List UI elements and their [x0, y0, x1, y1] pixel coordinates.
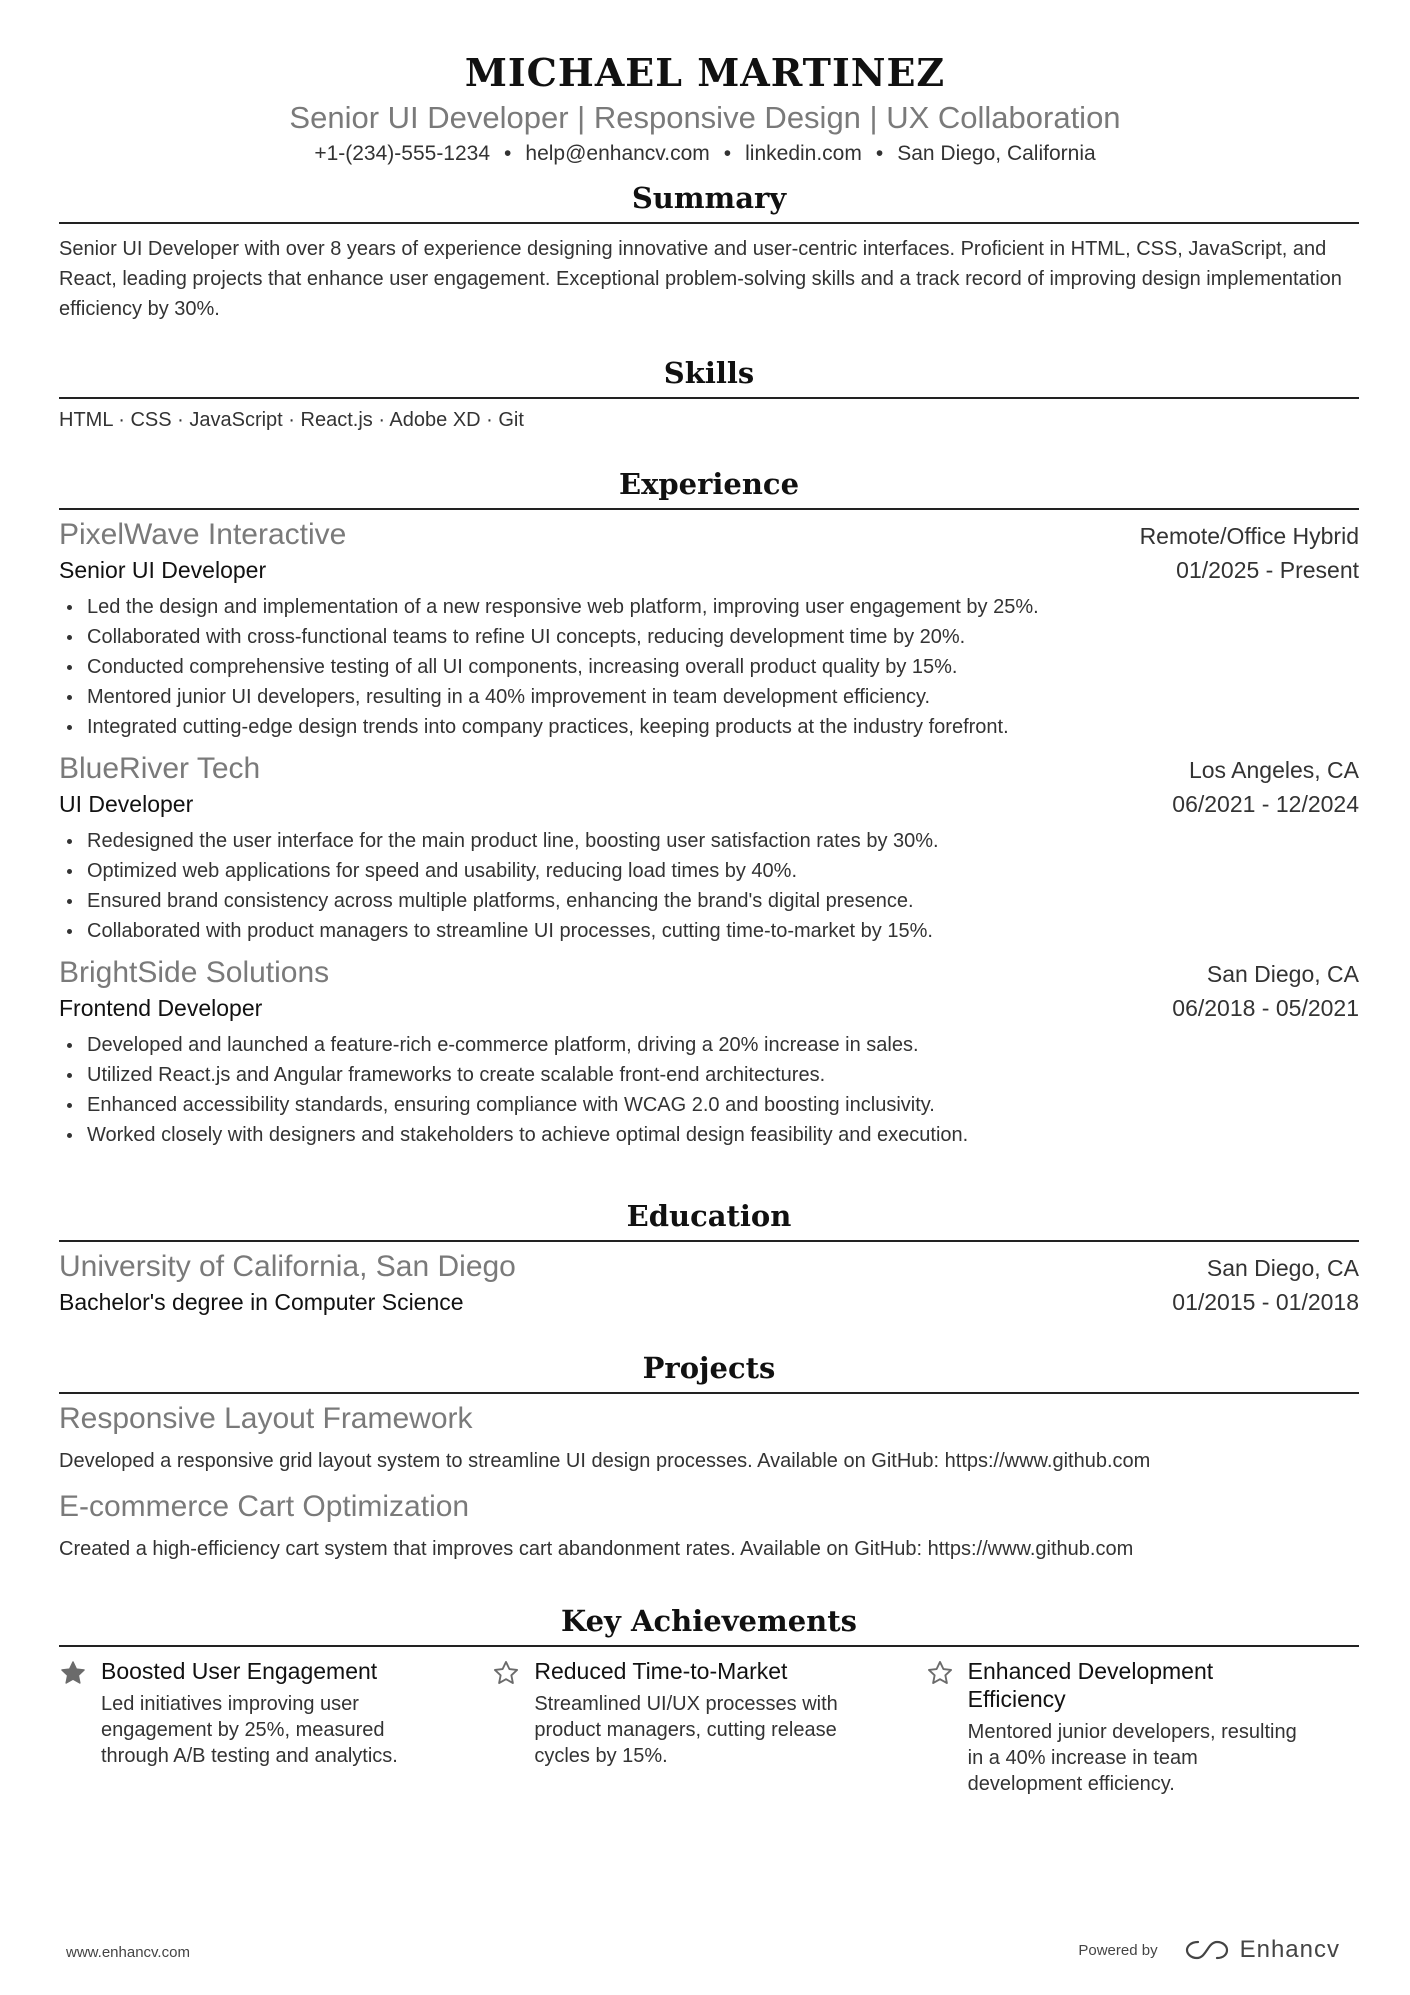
section-divider: [59, 222, 1359, 224]
list-item: Optimized web applications for speed and usability, reducing load times by 40%.: [59, 856, 1359, 886]
list-item: Led the design and implementation of a new responsive web platform, improving user engagement by 25%.: [59, 592, 1359, 622]
job-title: UI Developer: [59, 791, 194, 817]
education-entry: [59, 1248, 1359, 1318]
bullet-separator: •: [723, 142, 732, 165]
footer-branding: [1078, 1936, 1340, 1964]
skills-list: HTML · CSS · JavaScript · React.js · Adobe XD · Git: [59, 409, 524, 431]
enhancv-logo-icon: [1184, 1938, 1230, 1962]
job-dates: 01/2025 - Present: [1176, 557, 1359, 583]
achievement-title: Boosted User Engagement: [101, 1658, 378, 1684]
education-section: [59, 1198, 1359, 1318]
contact-phone[interactable]: +1-(234)-555-1234: [314, 142, 491, 165]
achievement-description: Mentored junior developers, resulting in a 40% increase in team development efficiency.: [967, 1721, 1297, 1795]
list-item: Mentored junior UI developers, resulting in a 40% improvement in team development efficiency.: [59, 682, 1359, 712]
star-filled-icon: [59, 1657, 101, 1797]
education-dates: 01/2015 - 01/2018: [1172, 1289, 1359, 1315]
achievement-list: [59, 1030, 1359, 1150]
achievements-grid: [59, 1657, 1359, 1797]
candidate-tagline: Senior UI Developer | Responsive Design | UX Collaboration: [289, 100, 1121, 135]
job-dates: 06/2021 - 12/2024: [1172, 791, 1359, 817]
list-item: Redesigned the user interface for the main product line, boosting user satisfaction rates by 30%.: [59, 826, 1359, 856]
bullet-separator: •: [875, 142, 884, 165]
experience-entry: [59, 516, 1359, 742]
achievement-description: Led initiatives improving user engagement by 25%, measured through A/B testing and analytics.: [101, 1693, 398, 1767]
project-title: E-commerce Cart Optimization: [59, 1490, 470, 1523]
achievement-card: [492, 1657, 925, 1797]
achievement-title: Enhanced Development Efficiency: [967, 1658, 1214, 1712]
section-divider: [59, 1392, 1359, 1394]
project-entry: [59, 1488, 1359, 1564]
list-item: Integrated cutting-edge design trends into company practices, keeping products at the industry forefront.: [59, 712, 1359, 742]
section-title-achievements: Key Achievements: [561, 1604, 857, 1638]
star-outline-icon: [492, 1657, 534, 1797]
achievement-card: [926, 1657, 1359, 1797]
brand-name: Enhancv: [1239, 1936, 1340, 1963]
section-title-experience: Experience: [618, 467, 800, 501]
list-item: Conducted comprehensive testing of all UI components, increasing overall product quality by 15%.: [59, 652, 1359, 682]
job-location: Los Angeles, CA: [1188, 757, 1359, 783]
project-description: Created a high-efficiency cart system that improves cart abandonment rates. Available on GitHub: https://www.github.com: [59, 1538, 1134, 1560]
summary-text: Senior UI Developer with over 8 years of experience designing innovative and user-centric interfaces. Proficient in HTML, CSS, JavaScript, and React, leading projects that enhance user engagement. Exceptional problem-solving skills and a track record of improving design implementation efficiency by 30%.: [59, 238, 1342, 320]
job-location: Remote/Office Hybrid: [1139, 523, 1359, 549]
experience-entry: [59, 954, 1359, 1150]
list-item: Collaborated with product managers to streamline UI processes, cutting time-to-market by 15%.: [59, 916, 1359, 946]
job-dates: 06/2018 - 05/2021: [1172, 995, 1359, 1021]
list-item: Collaborated with cross-functional teams to refine UI concepts, reducing development time by 20%.: [59, 622, 1359, 652]
list-item: Worked closely with designers and stakeholders to achieve optimal design feasibility and execution.: [59, 1120, 1359, 1150]
section-divider: [59, 397, 1359, 399]
list-item: Developed and launched a feature-rich e-commerce platform, driving a 20% increase in sales.: [59, 1030, 1359, 1060]
company-name: BrightSide Solutions: [59, 956, 330, 989]
section-title-projects: Projects: [642, 1351, 776, 1385]
list-item: Enhanced accessibility standards, ensuring compliance with WCAG 2.0 and boosting inclusivity.: [59, 1090, 1359, 1120]
achievement-description: Streamlined UI/UX processes with product managers, cutting release cycles by 15%.: [534, 1693, 838, 1767]
job-location: San Diego, CA: [1206, 961, 1359, 987]
achievement-title: Reduced Time-to-Market: [534, 1658, 788, 1684]
summary-section: [59, 180, 1359, 324]
experience-section: [59, 466, 1359, 1150]
achievements-section: [59, 1603, 1359, 1797]
school-name: University of California, San Diego: [59, 1250, 516, 1283]
achievement-list: [59, 826, 1359, 946]
achievement-card: [59, 1657, 492, 1797]
contact-line: [0, 140, 1410, 168]
project-description: Developed a responsive grid layout system to streamline UI design processes. Available on GitHub: https://www.github.com: [59, 1450, 1151, 1472]
school-location: San Diego, CA: [1206, 1255, 1359, 1281]
bullet-separator: •: [504, 142, 512, 165]
resume-header: [0, 0, 1410, 168]
company-name: BlueRiver Tech: [59, 752, 261, 785]
contact-email[interactable]: help@enhancv.com: [525, 142, 710, 165]
contact-linkedin[interactable]: linkedin.com: [745, 142, 862, 165]
section-title-education: Education: [626, 1199, 792, 1233]
achievement-list: [59, 592, 1359, 742]
experience-entry: [59, 750, 1359, 946]
skills-section: [59, 355, 1359, 435]
candidate-name: MICHAEL MARTINEZ: [464, 50, 946, 95]
section-title-summary: Summary: [631, 181, 787, 215]
list-item: Utilized React.js and Angular frameworks to create scalable front-end architectures.: [59, 1060, 1359, 1090]
section-divider: [59, 1240, 1359, 1242]
job-title: Senior UI Developer: [59, 557, 267, 583]
contact-location: San Diego, California: [897, 142, 1096, 165]
list-item: Ensured brand consistency across multiple platforms, enhancing the brand's digital presence.: [59, 886, 1359, 916]
section-divider: [59, 1645, 1359, 1647]
footer-website[interactable]: www.enhancv.com: [66, 1944, 190, 1961]
section-title-skills: Skills: [663, 356, 755, 390]
star-outline-icon: [926, 1657, 968, 1797]
projects-section: [59, 1350, 1359, 1564]
company-name: PixelWave Interactive: [59, 518, 347, 551]
section-divider: [59, 508, 1359, 510]
job-title: Frontend Developer: [59, 995, 263, 1021]
project-entry: [59, 1400, 1359, 1476]
degree-name: Bachelor's degree in Computer Science: [59, 1289, 464, 1315]
project-title: Responsive Layout Framework: [59, 1402, 473, 1435]
powered-by-label: Powered by: [1078, 1941, 1158, 1959]
